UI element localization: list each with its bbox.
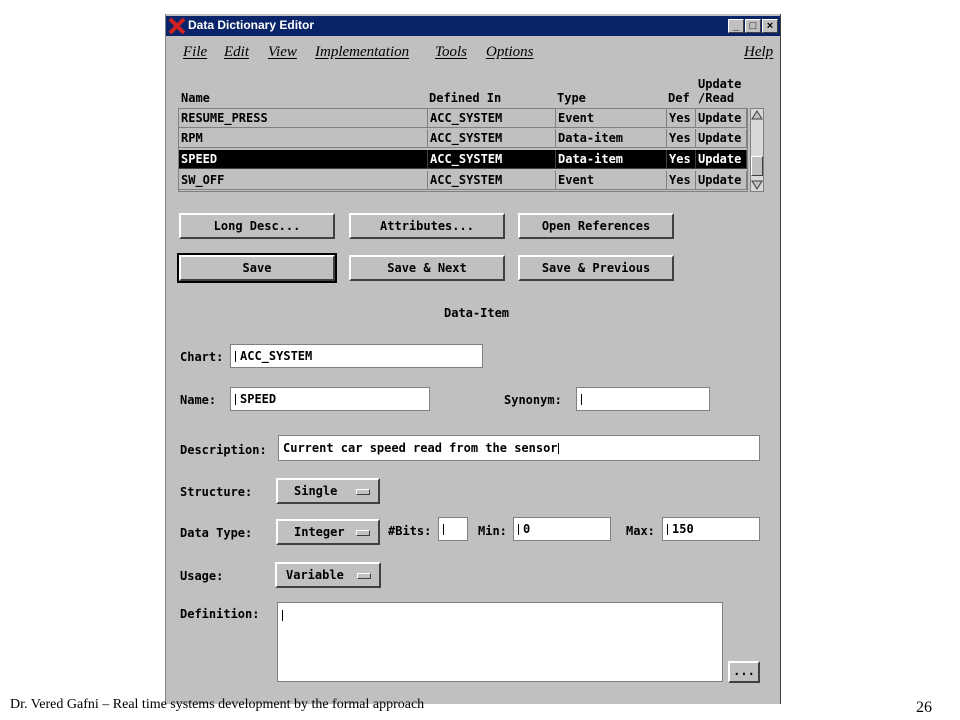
text-cursor-icon [443, 524, 447, 535]
text-cursor-icon [235, 394, 239, 405]
chart-field[interactable] [230, 344, 483, 368]
scroll-up-arrow-icon[interactable] [751, 109, 763, 121]
column-header-name[interactable]: Name [181, 91, 210, 105]
cell-name: SPEED [179, 150, 428, 169]
bits-label: #Bits: [388, 524, 432, 538]
cell-def: Yes [667, 171, 696, 190]
column-header-update-line1[interactable]: Update [698, 77, 742, 91]
structure-label: Structure: [180, 485, 253, 499]
max-label: Max: [626, 524, 655, 538]
column-header-def[interactable]: Def [668, 91, 690, 105]
open-references-button[interactable]: Open References [518, 213, 674, 239]
cell-type: Data-item [556, 129, 667, 148]
cell-type: Event [556, 109, 667, 128]
data-items-table [178, 108, 748, 192]
attributes-button[interactable]: Attributes... [349, 213, 505, 239]
synonym-field[interactable] [576, 387, 710, 411]
scroll-down-arrow-icon[interactable] [751, 179, 763, 191]
cell-update: Update [696, 129, 747, 148]
cell-defined-in: ACC_SYSTEM [428, 150, 556, 169]
definition-textarea[interactable] [277, 602, 723, 682]
text-cursor-icon [581, 394, 585, 405]
option-menu-indicator-icon [356, 489, 370, 495]
cell-defined-in: ACC_SYSTEM [428, 109, 556, 128]
usage-label: Usage: [180, 569, 224, 583]
cell-defined-in: ACC_SYSTEM [428, 129, 556, 148]
usage-value: Variable [286, 568, 344, 582]
cell-name: SW_OFF [179, 171, 428, 190]
text-cursor-icon [235, 351, 239, 362]
menu-options[interactable]: Options [486, 44, 534, 60]
minimize-button[interactable]: _ [728, 19, 744, 33]
name-field[interactable] [230, 387, 430, 411]
data-type-label: Data Type: [180, 526, 253, 540]
cell-defined-in: ACC_SYSTEM [428, 171, 556, 190]
name-field-value: SPEED [240, 392, 277, 406]
long-desc-button[interactable]: Long Desc... [179, 213, 335, 239]
window-title: Data Dictionary Editor [188, 18, 315, 32]
definition-label: Definition: [180, 607, 260, 621]
column-header-type[interactable]: Type [557, 91, 586, 105]
option-menu-indicator-icon [356, 530, 370, 536]
max-field[interactable] [662, 517, 760, 541]
chart-field-value: ACC_SYSTEM [240, 349, 313, 363]
text-cursor-icon [558, 443, 562, 454]
table-row[interactable] [179, 109, 747, 129]
section-title: Data-Item [444, 306, 510, 320]
definition-expand-button[interactable]: ... [728, 661, 760, 683]
save-previous-button[interactable]: Save & Previous [518, 255, 674, 281]
name-label: Name: [180, 393, 217, 407]
close-button[interactable]: × [762, 19, 778, 33]
table-row[interactable] [179, 171, 747, 191]
menu-help[interactable]: Help [744, 44, 774, 60]
scroll-thumb[interactable] [751, 156, 763, 176]
structure-value: Single [294, 484, 338, 498]
save-button[interactable]: Save [179, 255, 335, 281]
cell-name: RPM [179, 129, 428, 148]
cell-def: Yes [667, 109, 696, 128]
data-type-option-menu[interactable] [276, 519, 380, 545]
min-label: Min: [478, 524, 507, 538]
usage-option-menu[interactable] [275, 562, 381, 588]
description-label: Description: [180, 443, 267, 457]
slide-page-number: 26 [916, 699, 932, 716]
bits-field[interactable] [438, 517, 468, 541]
cell-update: Update [696, 171, 747, 190]
slide-footer-text: Dr. Vered Gafni – Real time systems development by the formal approach [10, 697, 425, 712]
cell-update: Update [696, 150, 747, 169]
text-cursor-icon [667, 524, 671, 535]
cell-type: Data-item [556, 150, 667, 169]
cell-update: Update [696, 109, 747, 128]
cell-def: Yes [667, 129, 696, 148]
description-field-value: Current car speed read from the sensor [283, 441, 558, 455]
chart-label: Chart: [180, 350, 224, 364]
table-row-selected[interactable] [179, 150, 747, 170]
min-field[interactable] [513, 517, 611, 541]
menu-file[interactable]: File [183, 44, 208, 60]
title-bar[interactable] [166, 16, 780, 36]
structure-option-menu[interactable] [276, 478, 380, 504]
data-type-value: Integer [294, 525, 345, 539]
data-dictionary-editor-window [165, 14, 781, 704]
min-field-value: 0 [523, 522, 531, 536]
table-row[interactable] [179, 129, 747, 149]
menu-tools[interactable]: Tools [435, 44, 467, 60]
max-field-value: 150 [672, 522, 694, 536]
save-next-button[interactable]: Save & Next [349, 255, 505, 281]
cell-def: Yes [667, 150, 696, 169]
text-cursor-icon [518, 524, 522, 535]
option-menu-indicator-icon [357, 573, 371, 579]
text-cursor-icon [282, 610, 286, 621]
menu-edit[interactable]: Edit [224, 44, 249, 60]
synonym-label: Synonym: [504, 393, 562, 407]
column-header-update-line2[interactable]: /Read [698, 91, 735, 105]
table-vertical-scrollbar[interactable] [750, 108, 764, 192]
cell-name: RESUME_PRESS [179, 109, 428, 128]
cell-type: Event [556, 171, 667, 190]
menu-implementation[interactable]: Implementation [315, 44, 410, 60]
menu-view[interactable]: View [268, 44, 297, 60]
description-field[interactable] [278, 435, 760, 461]
column-header-defined-in[interactable]: Defined In [429, 91, 502, 105]
x-logo-icon [168, 17, 186, 35]
maximize-button[interactable]: □ [745, 19, 761, 33]
